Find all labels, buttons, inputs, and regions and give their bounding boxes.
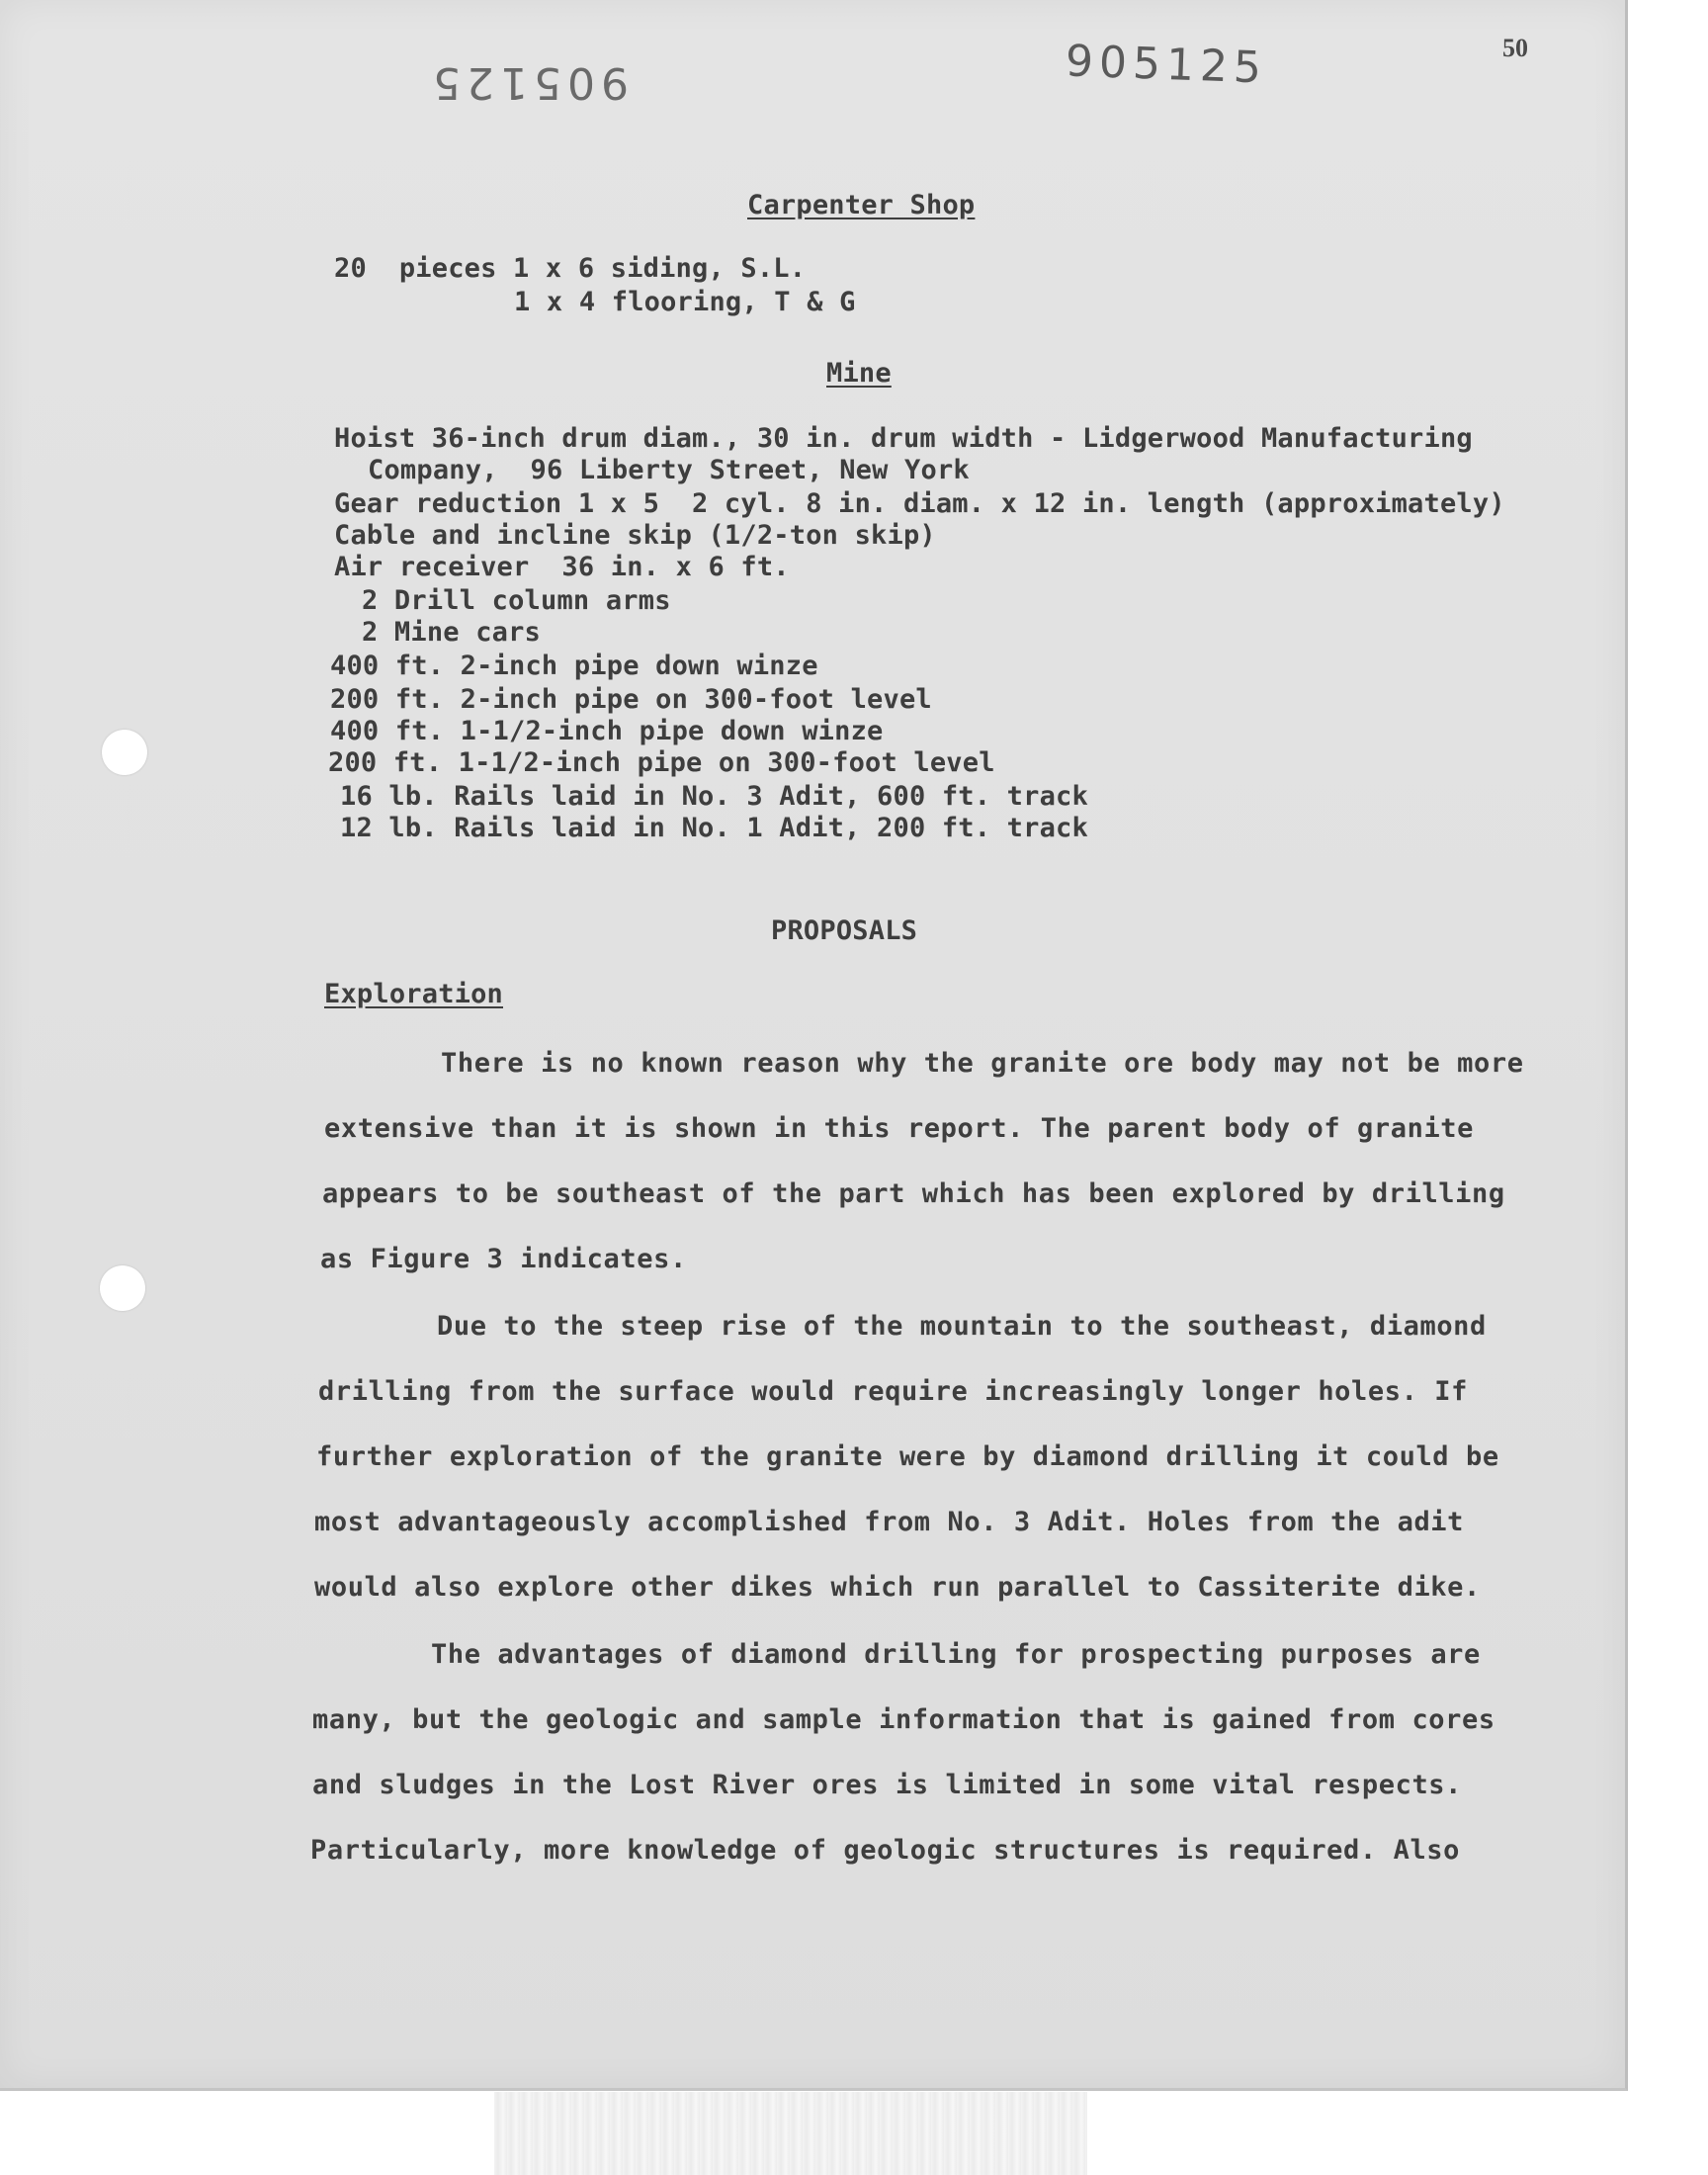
paragraph-line: The advantages of diamond drilling for prospecting purposes are: [431, 1639, 1481, 1670]
mine-item-1: Hoist 36-inch drum diam., 30 in. drum width - Lidgerwood Manufacturing: [334, 423, 1473, 454]
document-stamp-number-mirrored: 905125: [427, 57, 629, 108]
scanner-artifact-strip: [494, 2092, 1087, 2175]
paragraph-line: would also explore other dikes which run parallel to Cassiterite dike.: [314, 1572, 1481, 1603]
carpenter-shop-heading: Carpenter Shop: [747, 190, 976, 220]
paragraph-line: drilling from the surface would require increasingly longer holes. If: [318, 1376, 1469, 1407]
mine-item-6: 2 Drill column arms: [362, 585, 671, 616]
mine-item-5: Air receiver 36 in. x 6 ft.: [334, 552, 790, 582]
carpenter-item-2: 1 x 4 flooring, T & G: [514, 287, 856, 317]
punch-hole-bottom: [100, 1265, 145, 1311]
paragraph-line: Due to the steep rise of the mountain to the southeast, diamond: [437, 1311, 1487, 1342]
mine-item-4: Cable and incline skip (1/2-ton skip): [334, 520, 936, 551]
paragraph-line: as Figure 3 indicates.: [320, 1244, 687, 1274]
mine-item-10: 400 ft. 1-1/2-inch pipe down winze: [330, 716, 884, 746]
proposals-heading: PROPOSALS: [771, 915, 918, 946]
mine-item-7: 2 Mine cars: [362, 617, 542, 648]
paragraph-line: Particularly, more knowledge of geologic structures is required. Also: [310, 1835, 1461, 1866]
punch-hole-top: [102, 730, 147, 775]
page-number: 50: [1502, 34, 1528, 62]
mine-heading: Mine: [826, 358, 892, 389]
mine-item-9: 200 ft. 2-inch pipe on 300-foot level: [330, 684, 932, 715]
mine-item-3: Gear reduction 1 x 5 2 cyl. 8 in. diam. x 12 in. length (approximately): [334, 488, 1505, 519]
mine-item-12: 16 lb. Rails laid in No. 3 Adit, 600 ft. track: [340, 781, 1088, 812]
paragraph-line: extensive than it is shown in this report. The parent body of granite: [324, 1113, 1475, 1144]
carpenter-item-1: 20 pieces 1 x 6 siding, S.L.: [334, 253, 807, 284]
paragraph-line: most advantageously accomplished from No. 3 Adit. Holes from the adit: [314, 1507, 1465, 1537]
paragraph-line: and sludges in the Lost River ores is limited in some vital respects.: [312, 1770, 1463, 1800]
paragraph-line: many, but the geologic and sample information that is gained from cores: [312, 1704, 1495, 1735]
mine-item-2: Company, 96 Liberty Street, New York: [368, 455, 970, 485]
document-stamp-number: 905125: [1065, 36, 1268, 94]
mine-item-8: 400 ft. 2-inch pipe down winze: [330, 651, 818, 681]
paragraph-line: There is no known reason why the granite ore body may not be more: [441, 1048, 1524, 1079]
paragraph-line: further exploration of the granite were by diamond drilling it could be: [316, 1441, 1499, 1472]
mine-item-13: 12 lb. Rails laid in No. 1 Adit, 200 ft. track: [340, 813, 1088, 843]
paragraph-line: appears to be southeast of the part which has been explored by drilling: [322, 1178, 1505, 1209]
exploration-heading: Exploration: [324, 979, 504, 1009]
mine-item-11: 200 ft. 1-1/2-inch pipe on 300-foot level: [328, 747, 995, 778]
